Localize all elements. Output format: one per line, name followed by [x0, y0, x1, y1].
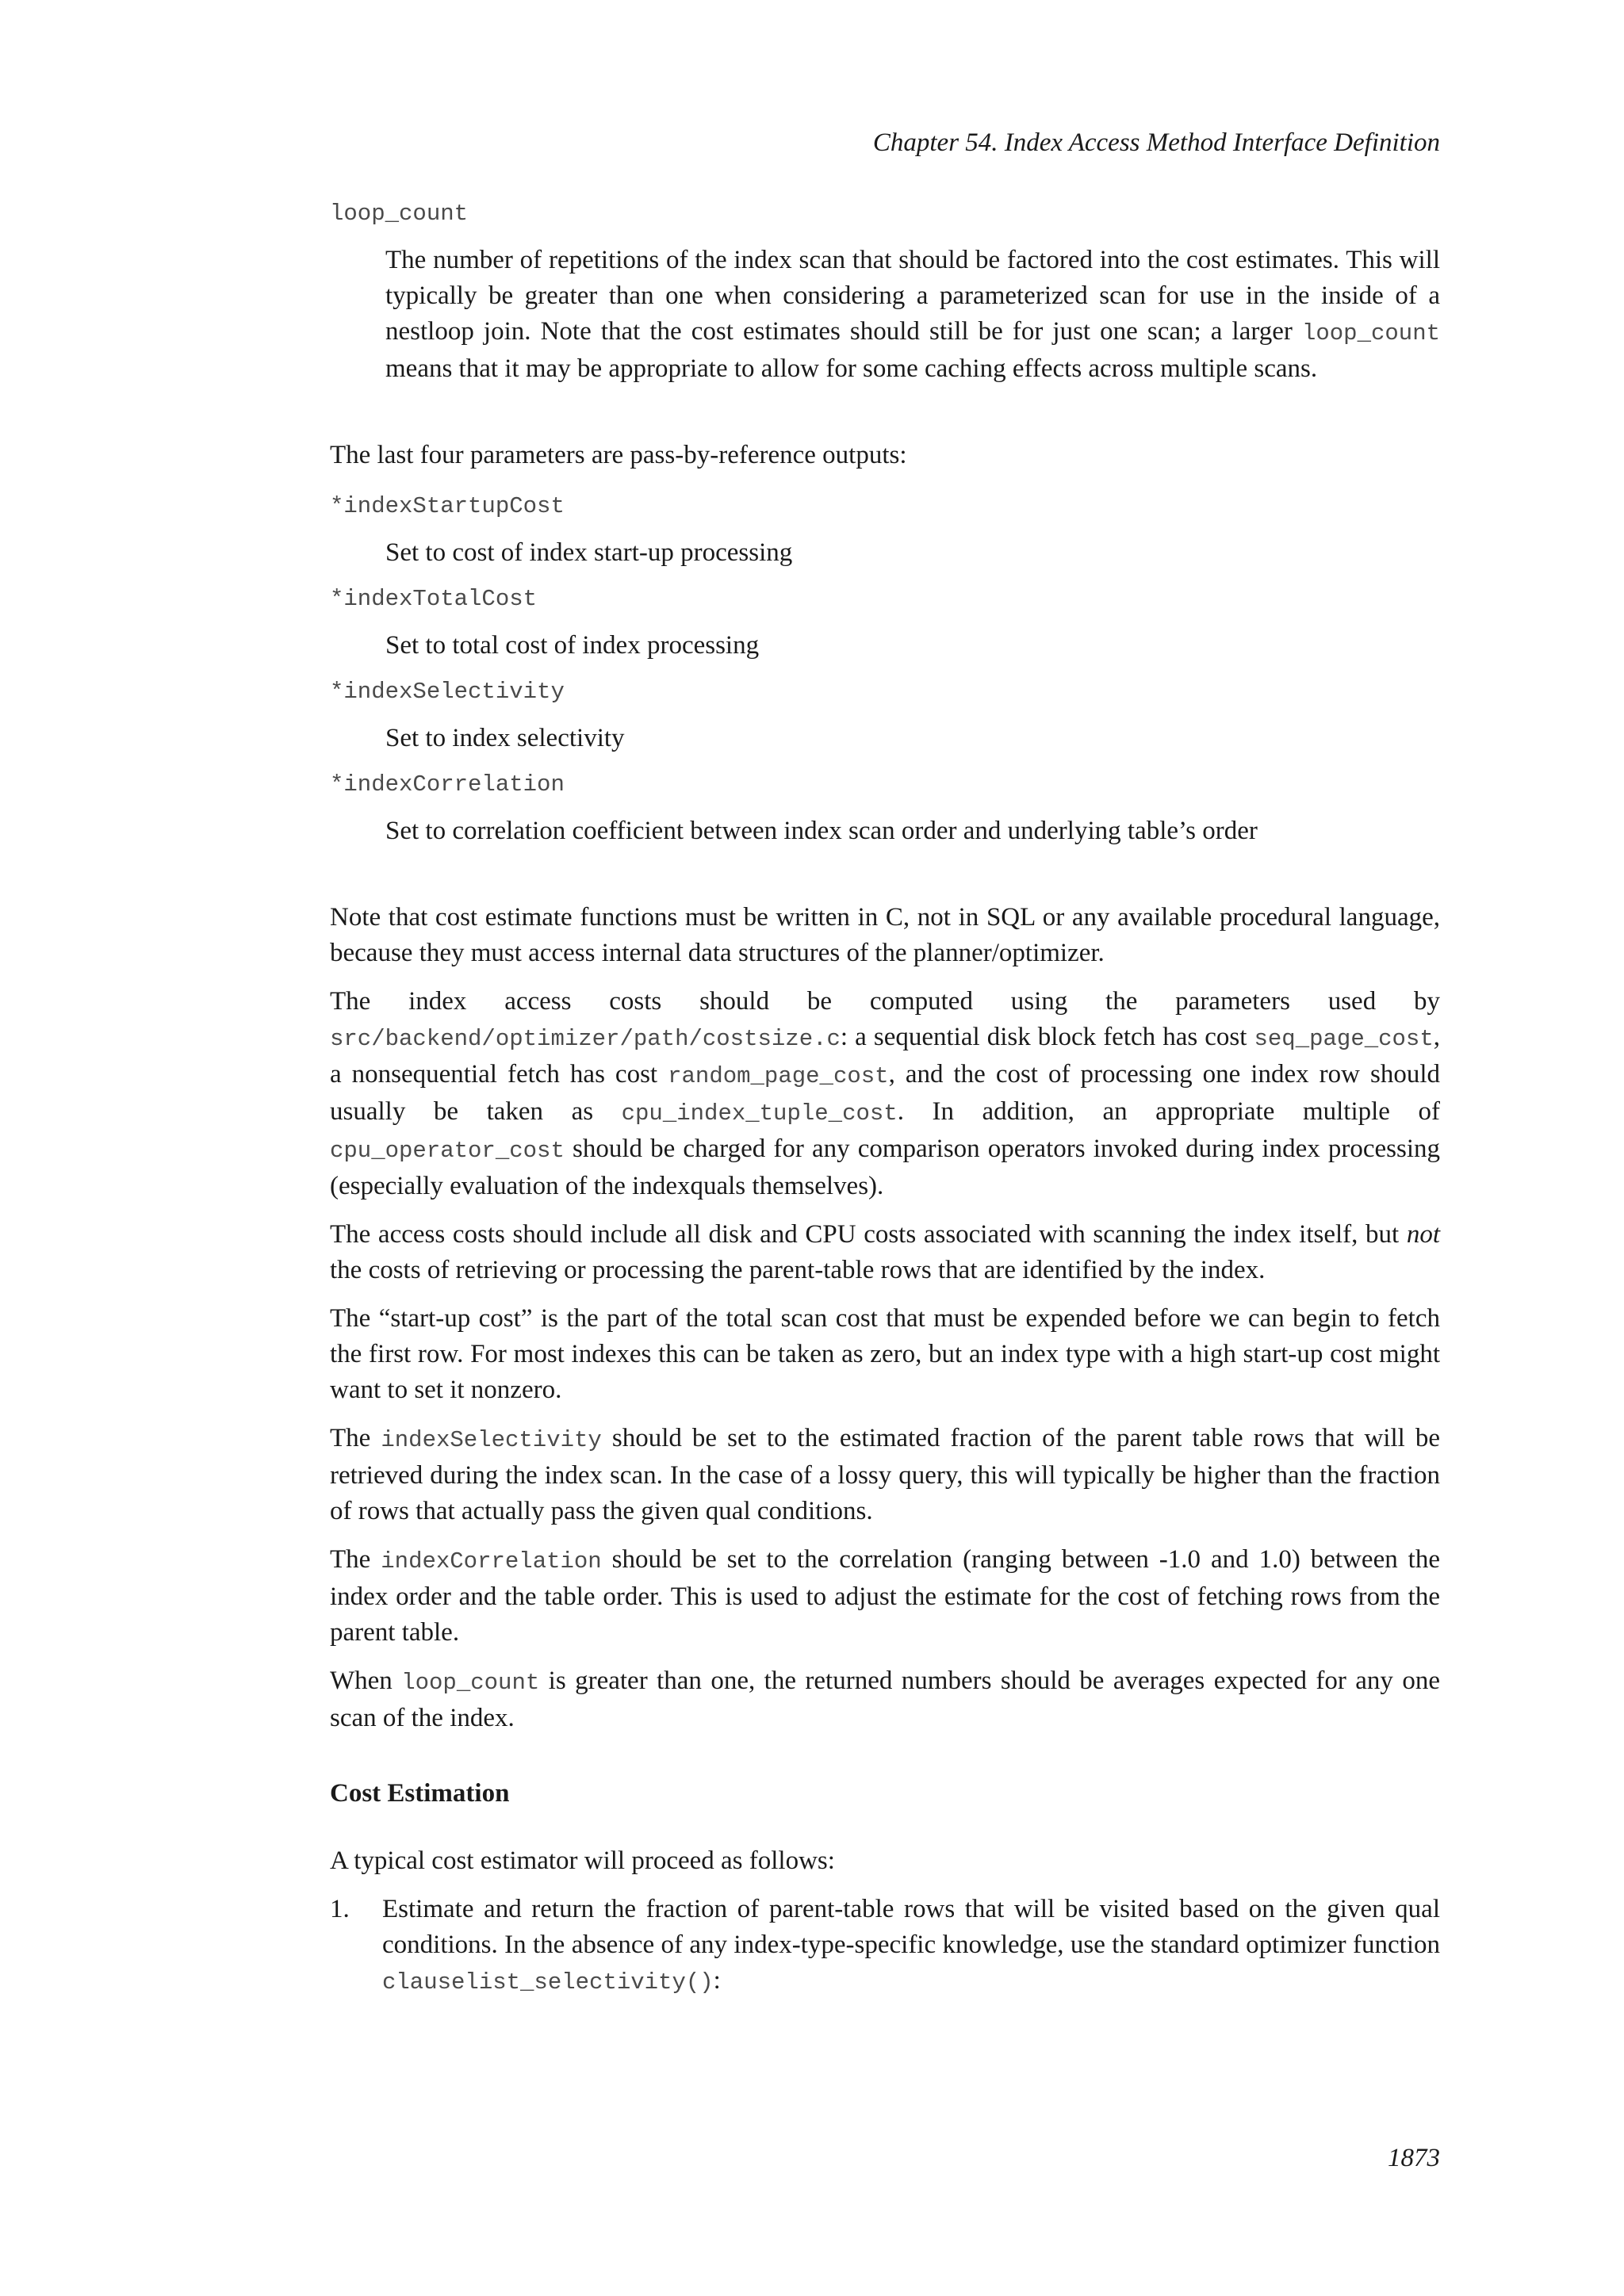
text-run: Estimate and return the fraction of parent-table rows that will be visited based on the given qual conditions. In the absence of any index-type-specific knowledge, use the standard optimizer function: [382, 1895, 1440, 1959]
paragraph-access-costs-params: [330, 984, 1440, 1204]
text-run: The number of repetitions of the index scan that should be factored into the cost estimates. This will typically be greater than one when considering a parameterized scan for use in the inside of a nestloop join. Note that the cost estimates should still be for just one scan; a larger: [385, 246, 1440, 346]
term-index-startup-cost: *indexStartupCost: [330, 493, 565, 519]
text-run: The index access costs should be computed using the parameters used by: [330, 987, 1440, 1016]
inline-code: clauselist_selectivity(): [382, 1969, 714, 1996]
index-selectivity-description: Set to index selectivity: [385, 724, 625, 752]
text-run: is greater than one, the returned numbers should be averages expected for any one scan of the index.: [330, 1667, 1440, 1732]
text-run: The: [330, 1545, 381, 1574]
paragraph-loop-count: [330, 1663, 1440, 1736]
text-run: . In addition, an appropriate multiple of: [897, 1097, 1440, 1126]
inline-code: random_page_cost: [668, 1063, 889, 1089]
paragraph-access-costs-scope: [330, 1217, 1440, 1288]
section-heading-cost-estimation: Cost Estimation: [330, 1779, 510, 1808]
paragraph-startup-cost: The “start-up cost” is the part of the total scan cost that must be expended before we can begin to fetch the first row. For most indexes this can be taken as zero, but an index type with a high start-up cost might want to set it nonzero.: [330, 1304, 1440, 1404]
paragraph-index-correlation: [330, 1542, 1440, 1651]
term-index-total-cost: *indexTotalCost: [330, 586, 538, 612]
inline-code: indexCorrelation: [381, 1548, 602, 1575]
inline-code: seq_page_cost: [1254, 1026, 1434, 1052]
inline-code: cpu_operator_cost: [330, 1138, 565, 1164]
term-loop-count: loop_count: [330, 201, 469, 227]
text-run: When: [330, 1667, 402, 1695]
inline-code: src/backend/optimizer/path/costsize.c: [330, 1026, 841, 1052]
text-run: should be set to the estimated fraction of the parent table rows that will be retrieved during the index scan. In the case of a lossy query, this will typically be higher than the fraction of rows that actually pass the given qual conditions.: [330, 1424, 1440, 1525]
inline-code: cpu_index_tuple_cost: [621, 1100, 898, 1127]
text-run: The: [330, 1424, 381, 1452]
emphasis: not: [1406, 1220, 1440, 1249]
term-index-selectivity: *indexSelectivity: [330, 679, 565, 705]
index-total-cost-description: Set to total cost of index processing: [385, 631, 760, 660]
list-item-step-1: [330, 1892, 1440, 2000]
list-number: 1.: [330, 1895, 350, 1923]
inline-code: indexSelectivity: [381, 1427, 602, 1453]
inline-code: loop_count: [1301, 320, 1440, 346]
loop-count-description: [385, 243, 1440, 387]
inline-code: loop_count: [401, 1670, 540, 1696]
text-run: should be charged for any comparison operators invoked during index processing (especially evaluation of the indexquals themselves).: [330, 1135, 1440, 1200]
outputs-intro: The last four parameters are pass-by-reference outputs:: [330, 441, 907, 469]
text-run: the costs of retrieving or processing the parent-table rows that are identified by the index.: [330, 1256, 1266, 1284]
cost-estimator-intro: A typical cost estimator will proceed as follows:: [330, 1846, 835, 1875]
text-run: The access costs should include all disk and CPU costs associated with scanning the index itself, but: [330, 1220, 1407, 1249]
chapter-header: Chapter 54. Index Access Method Interface Definition: [872, 128, 1440, 157]
page-content: [330, 198, 1440, 2000]
text-run: should be set to the correlation (ranging between -1.0 and 1.0) between the index order and the table order. This is used to adjust the estimate for the cost of fetching rows from the parent table.: [330, 1545, 1440, 1647]
index-correlation-description: Set to correlation coefficient between index scan order and underlying table’s order: [385, 817, 1258, 845]
index-startup-cost-description: Set to cost of index start-up processing: [385, 538, 793, 567]
text-run: , and the cost of processing one index row should usually be taken as: [330, 1060, 1440, 1126]
paragraph-written-in-c: Note that cost estimate functions must be written in C, not in SQL or any available procedural language, because they must access internal data structures of the planner/optimizer.: [330, 903, 1440, 967]
text-run: :: [713, 1966, 721, 1995]
text-run: : a sequential disk block fetch has cost: [840, 1023, 1254, 1051]
text-run: means that it may be appropriate to allow for some caching effects across multiple scans.: [385, 354, 1318, 383]
list-body: [382, 1892, 1440, 2000]
page-number: 1873: [1388, 2144, 1440, 2172]
paragraph-index-selectivity: [330, 1421, 1440, 1529]
text-run: , a nonsequential fetch has cost: [330, 1023, 1440, 1089]
term-index-correlation: *indexCorrelation: [330, 771, 565, 798]
